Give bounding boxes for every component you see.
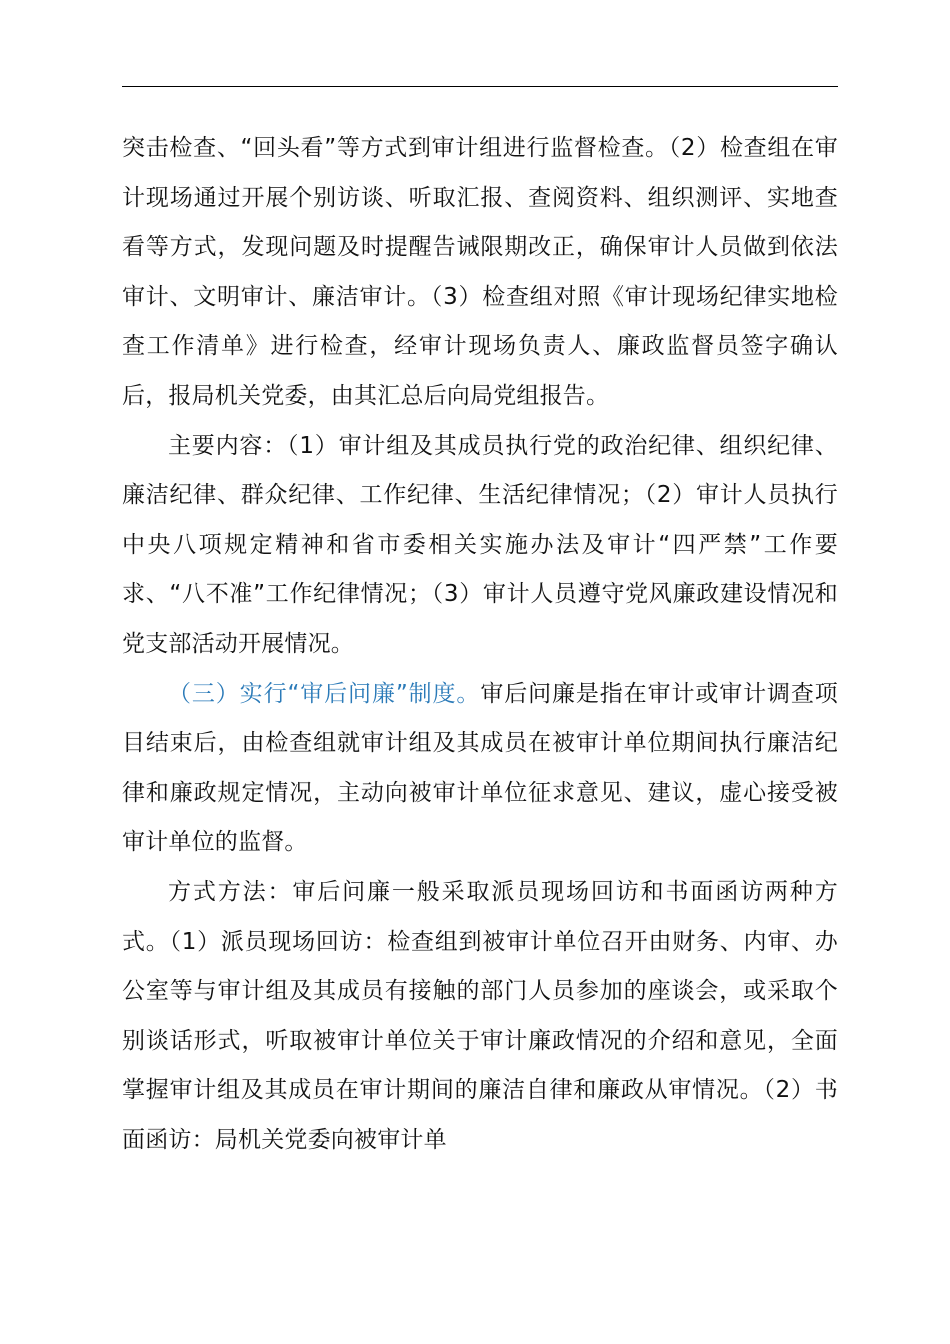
paragraph-section-three: [122, 670, 838, 868]
paragraph-continuation: [122, 124, 838, 422]
paragraph-text: 审后问廉是指在审计或审计调查项目结束后，由检查组就审计组及其成员在被审计单位期间执行廉洁纪律和廉政规定情况，主动向被审计单位征求意见、建议，虚心接受被审计单位的监督。: [122, 680, 838, 856]
paragraph-main-content: [122, 422, 838, 670]
section-heading: （三）实行“审后问廉”制度。: [168, 680, 481, 707]
paragraph-text: 主要内容：（1）审计组及其成员执行党的政治纪律、组织纪律、廉洁纪律、群众纪律、工作纪律、生活纪律情况；（2）审计人员执行中央八项规定精神和省市委相关实施办法及审计“四严禁”工作要求、“八不准”工作纪律情况；（3）审计人员遵守党风廉政建设情况和党支部活动开展情况。: [122, 432, 838, 657]
paragraph-text: 方式方法：审后问廉一般采取派员现场回访和书面函访两种方式。（1）派员现场回访：检查组到被审计单位召开由财务、内审、办公室等与审计组及其成员有接触的部门人员参加的座谈会，或采取个别谈话形式，听取被审计单位关于审计廉政情况的介绍和意见，全面掌握审计组及其成员在审计期间的廉洁自律和廉政从审情况。（2）书面函访：局机关党委向被审计单: [122, 878, 838, 1153]
header-rule: [122, 86, 838, 87]
document-body: [122, 124, 838, 1165]
paragraph-methods: [122, 868, 838, 1166]
paragraph-text: 突击检查、“回头看”等方式到审计组进行监督检查。（2）检查组在审计现场通过开展个别访谈、听取汇报、查阅资料、组织测评、实地查看等方式，发现问题及时提醒告诫限期改正，确保审计人员做到依法审计、文明审计、廉洁审计。（3）检查组对照《审计现场纪律实地检查工作清单》进行检查，经审计现场负责人、廉政监督员签字确认后，报局机关党委，由其汇总后向局党组报告。: [122, 135, 838, 409]
